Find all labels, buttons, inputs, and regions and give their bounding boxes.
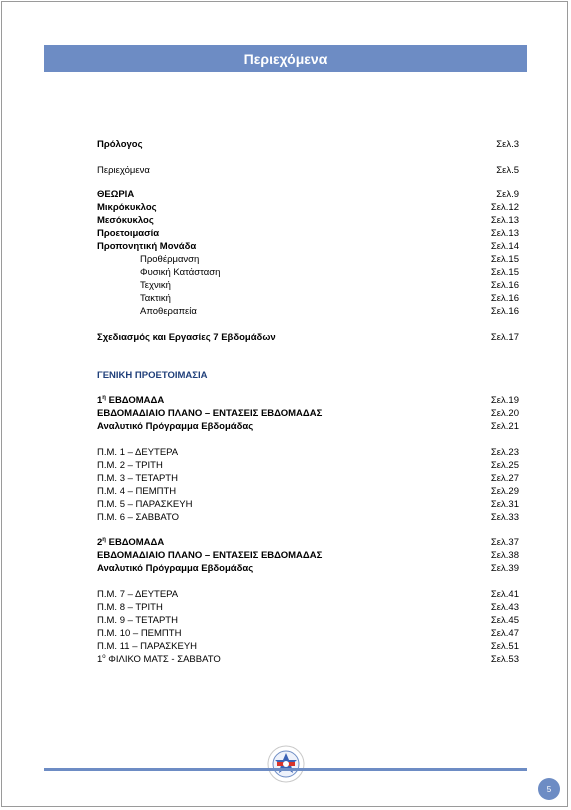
toc-entry-preparation[interactable] — [97, 227, 519, 240]
toc-page: Σελ.16 — [490, 293, 519, 304]
toc-entry-physical[interactable] — [97, 266, 519, 279]
toc-page: Σελ.47 — [490, 628, 519, 639]
title-bar — [44, 45, 527, 72]
toc-page: Σελ.20 — [490, 408, 519, 419]
toc-entry-warmup[interactable] — [97, 253, 519, 266]
toc-entry-unit[interactable] — [97, 601, 519, 614]
toc-label: Τακτική — [140, 293, 171, 304]
page-number-badge — [538, 778, 560, 800]
ordinal-suffix: η — [102, 394, 106, 401]
toc-label: Σχεδιασμός και Εργασίες 7 Εβδομάδων — [97, 332, 276, 343]
toc-label: ΕΒΔΟΜΑΔΙΑΙΟ ΠΛΑΝΟ – ΕΝΤΑΣΕΙΣ ΕΒΔΟΜΑΔΑΣ — [97, 550, 323, 561]
toc-page: Σελ.14 — [490, 241, 519, 252]
toc-page: Σελ.39 — [490, 563, 519, 574]
page-title: Περιεχόμενα — [243, 50, 328, 67]
toc-label: Τεχνική — [140, 280, 171, 291]
toc-entry-prologue[interactable] — [97, 138, 519, 151]
toc-page: Σελ.16 — [490, 306, 519, 317]
toc-label: Π.Μ. 7 – ΔΕΥΤΕΡΑ — [97, 589, 179, 600]
toc-page: Σελ.16 — [490, 280, 519, 291]
toc-label: Π.Μ. 5 – ΠΑΡΑΣΚΕΥΗ — [97, 499, 193, 510]
section-heading-label: ΓΕΝΙΚΗ ΠΡΟΕΤΟΙΜΑΣΙΑ — [97, 370, 208, 381]
ordinal-suffix: η — [102, 536, 106, 543]
toc-entry-week2[interactable] — [97, 536, 519, 549]
toc-label: Π.Μ. 1 – ΔΕΥΤΕΡΑ — [97, 447, 179, 458]
toc-label: Π.Μ. 11 – ΠΑΡΑΣΚΕΥΗ — [97, 641, 198, 652]
toc-page: Σελ.9 — [496, 189, 519, 200]
toc-label — [97, 536, 164, 549]
week-label: ΕΒΔΟΜΑΔΑ — [105, 395, 165, 406]
toc-page: Σελ.33 — [490, 512, 519, 523]
toc-entry-tactics[interactable] — [97, 292, 519, 305]
toc-entry-unit[interactable] — [97, 511, 519, 524]
toc-page: Σελ.41 — [490, 589, 519, 600]
toc-label: Αναλυτικό Πρόγραμμα Εβδομάδας — [97, 563, 254, 574]
toc-entry-week1[interactable] — [97, 394, 519, 407]
toc-entry-technique[interactable] — [97, 279, 519, 292]
toc-entry-friendly-match[interactable] — [97, 653, 519, 666]
toc-page: Σελ.13 — [490, 215, 519, 226]
week-number: 1 — [97, 395, 103, 406]
week-number: 2 — [97, 537, 103, 548]
toc-entry-contents[interactable] — [97, 164, 519, 177]
toc-label: Περιεχόμενα — [97, 165, 150, 176]
toc-page: Σελ.13 — [490, 228, 519, 239]
toc-page: Σελ.15 — [490, 267, 519, 278]
toc-entry-planning[interactable] — [97, 331, 519, 344]
toc-entry-unit[interactable] — [97, 472, 519, 485]
toc-page: Σελ.23 — [490, 447, 519, 458]
toc-page: Σελ.12 — [490, 202, 519, 213]
toc-page: Σελ.43 — [490, 602, 519, 613]
toc-page: Σελ.37 — [490, 537, 519, 548]
toc-entry-unit[interactable] — [97, 627, 519, 640]
toc-entry-recovery[interactable] — [97, 305, 519, 318]
toc-label: Π.Μ. 6 – ΣΑΒΒΑΤΟ — [97, 512, 180, 523]
toc-label: Προπονητική Μονάδα — [97, 241, 197, 252]
toc-label: Αποθεραπεία — [140, 306, 197, 317]
toc-entry-unit[interactable] — [97, 640, 519, 653]
page-number: 5 — [546, 784, 552, 794]
toc-label: Π.Μ. 9 – ΤΕΤΑΡΤΗ — [97, 615, 178, 626]
toc-entry-unit[interactable] — [97, 614, 519, 627]
toc-label: Π.Μ. 10 – ΠΕΜΠΤΗ — [97, 628, 182, 639]
toc-label: Μικρόκυκλος — [97, 202, 157, 213]
toc-entry-unit[interactable] — [97, 485, 519, 498]
toc-label: Προετοιμασία — [97, 228, 160, 239]
toc-entry-microcycle[interactable] — [97, 201, 519, 214]
toc-entry-week1-plan[interactable] — [97, 407, 519, 420]
match-number: 1 — [97, 654, 103, 665]
club-logo — [266, 744, 306, 784]
toc-page: Σελ.45 — [490, 615, 519, 626]
toc-label: Π.Μ. 8 – ΤΡΙΤΗ — [97, 602, 163, 613]
toc-label: Π.Μ. 4 – ΠΕΜΠΤΗ — [97, 486, 177, 497]
toc-label: Αναλυτικό Πρόγραμμα Εβδομάδας — [97, 421, 254, 432]
toc-entry-week2-program[interactable] — [97, 562, 519, 575]
toc-entry-unit[interactable] — [97, 459, 519, 472]
ordinal-suffix: ο — [102, 653, 106, 660]
toc-entry-week1-program[interactable] — [97, 420, 519, 433]
toc-label: Πρόλογος — [97, 139, 143, 150]
toc-label: Π.Μ. 3 – ΤΕΤΑΡΤΗ — [97, 473, 178, 484]
toc-label: Π.Μ. 2 – ΤΡΙΤΗ — [97, 460, 163, 471]
toc-entry-unit[interactable] — [97, 498, 519, 511]
toc-page: Σελ.3 — [496, 139, 519, 150]
toc-page: Σελ.29 — [490, 486, 519, 497]
toc-entry-week2-plan[interactable] — [97, 549, 519, 562]
toc-page: Σελ.5 — [496, 165, 519, 176]
toc-label: Φυσική Κατάσταση — [140, 267, 221, 278]
toc-page: Σελ.31 — [490, 499, 519, 510]
toc-entry-theory[interactable] — [97, 188, 519, 201]
toc-page: Σελ.21 — [490, 421, 519, 432]
toc-label: Μεσόκυκλος — [97, 215, 154, 226]
toc-entry-mesocycle[interactable] — [97, 214, 519, 227]
toc-page: Σελ.51 — [490, 641, 519, 652]
toc-page: Σελ.27 — [490, 473, 519, 484]
toc-page: Σελ.38 — [490, 550, 519, 561]
toc-label — [97, 394, 164, 407]
toc-label: ΕΒΔΟΜΑΔΙΑΙΟ ΠΛΑΝΟ – ΕΝΤΑΣΕΙΣ ΕΒΔΟΜΑΔΑΣ — [97, 408, 323, 419]
toc-page: Σελ.19 — [490, 395, 519, 406]
match-label: ΦΙΛΙΚΟ ΜΑΤΣ - ΣΑΒΒΑΤΟ — [105, 654, 221, 665]
toc-entry-unit[interactable] — [97, 446, 519, 459]
toc-label: ΘΕΩΡΙΑ — [97, 189, 135, 200]
section-heading-general-preparation — [97, 369, 519, 382]
toc-label: Προθέρμανση — [140, 254, 200, 265]
toc-label — [97, 653, 221, 666]
toc-page: Σελ.15 — [490, 254, 519, 265]
toc-page: Σελ.53 — [490, 654, 519, 665]
toc-entry-unit[interactable] — [97, 588, 519, 601]
footer-divider — [44, 768, 527, 771]
toc-page: Σελ.17 — [490, 332, 519, 343]
toc-page: Σελ.25 — [490, 460, 519, 471]
week-label: ΕΒΔΟΜΑΔΑ — [105, 537, 165, 548]
toc-entry-training-unit[interactable] — [97, 240, 519, 253]
